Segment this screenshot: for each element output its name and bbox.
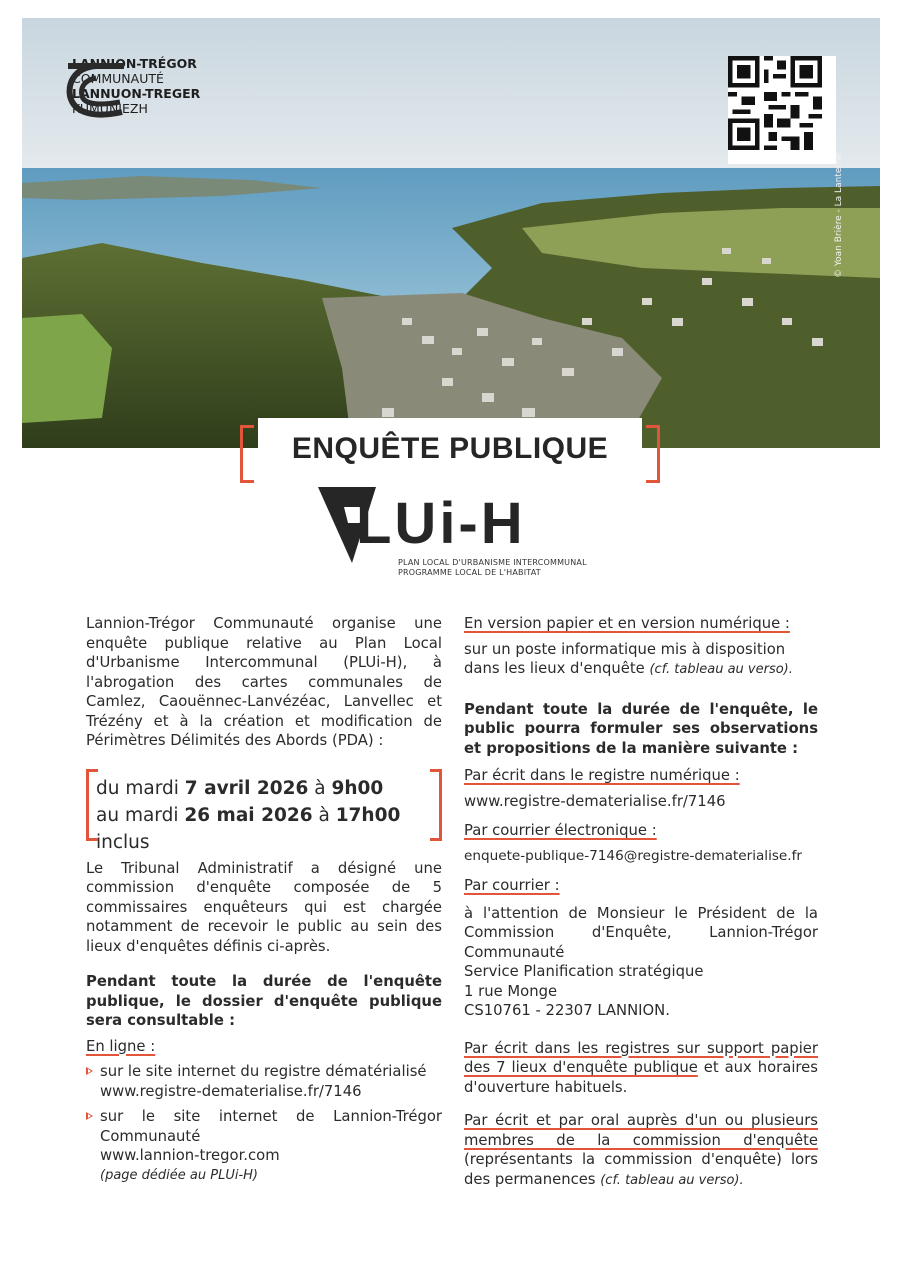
- lannion-tregor-logo-icon: [62, 56, 130, 124]
- org-name-line1: LANNION-TRÉGOR: [72, 56, 197, 71]
- date-start-time: 9h00: [331, 777, 384, 799]
- date-end-mid: à: [312, 804, 336, 826]
- date-end-suffix: inclus: [96, 831, 150, 853]
- intro-paragraph: Lannion-Trégor Communauté organise une enquête publique relative au Plan Local d'Urbanisme Intercommunal (PLUi-H), à l'abrogation des cartes communales de Camlez, Caouënnec-Lanvézéac, Lanvellec et Trézény et à la création et modification de Périmètres Délimités des Abords (PDA) :: [86, 615, 442, 749]
- lannion-site-note: (page dédiée au PLUi-H): [100, 1167, 258, 1183]
- paper-note: (cf. tableau au verso).: [649, 662, 793, 677]
- plui-wordmark: LUi-H: [356, 491, 526, 556]
- hero-photo: [22, 18, 880, 448]
- left-column: [86, 614, 442, 1185]
- plui-subtitle-line2: PROGRAMME LOCAL DE L'HABITAT: [398, 568, 541, 577]
- date-end-prefix: au mardi: [96, 804, 185, 826]
- bullet-lannion-text: sur le site internet de Lannion-Trégor Communauté: [100, 1108, 442, 1145]
- lannion-site-link[interactable]: www.lannion-tregor.com: [100, 1147, 280, 1164]
- observations-heading: Pendant toute la durée de l'enquête, le public pourra formuler ses observations et propositions de la manière suivante :: [464, 700, 818, 757]
- mail-street: 1 rue Monge: [464, 982, 558, 1000]
- date-end-time: 17h00: [335, 804, 401, 826]
- right-column: [464, 614, 818, 1190]
- photo-credit: © Yoan Brière - La Lanterne: [834, 152, 844, 278]
- tribunal-paragraph: Le Tribunal Administratif a désigné une commission d'enquête composée de 5 commissaires enquêteurs qui est chargée notamment de recevoir le public au sein des lieux d'enquêtes définis ci-après.: [86, 859, 442, 955]
- date-start-prefix: du mardi: [96, 777, 185, 799]
- registre-label: Par écrit dans le registre numérique :: [464, 767, 740, 784]
- permanences-label: Par écrit et par oral auprès d'un ou plusieurs membres de la commission d'enquête: [464, 1112, 818, 1149]
- paper-registers-paragraph: [464, 1039, 818, 1098]
- date-bracket-right: [430, 769, 442, 841]
- paper-registers-text: et aux horaires d'ouverture habituels.: [464, 1059, 818, 1096]
- arrow-bullet-icon: [86, 1112, 93, 1120]
- date-start: [96, 775, 442, 802]
- paper-registers-label: Par écrit dans les registres sur support papier des 7 lieux d'enquête publique: [464, 1039, 818, 1076]
- permanences-paragraph: [464, 1111, 818, 1190]
- qr-code[interactable]: [728, 56, 836, 164]
- mail-label: Par courrier :: [464, 877, 560, 894]
- date-end: [96, 802, 442, 856]
- page-title: ENQUÊTE PUBLIQUE: [291, 432, 609, 465]
- date-bracket-left: [86, 769, 98, 841]
- mail-service: Service Planification stratégique: [464, 963, 704, 980]
- email-label: Par courrier électronique :: [464, 822, 657, 839]
- org-name-line4: KUMUNIEZH: [72, 101, 148, 116]
- bullet-lannion-site: [86, 1107, 442, 1185]
- consult-heading: Pendant toute la durée de l'enquête publique, le dossier d'enquête publique sera consultable :: [86, 973, 442, 1029]
- paper-label: En version papier et en version numérique :: [464, 615, 790, 632]
- paper-paragraph: [464, 640, 818, 680]
- date-box: [86, 769, 442, 853]
- date-start-mid: à: [308, 777, 332, 799]
- org-name-line2: COMMUNAUTÉ: [72, 71, 164, 86]
- date-end-day: 26 mai 2026: [184, 804, 313, 826]
- plui-subtitle: [398, 558, 587, 578]
- paper-text: sur un poste informatique mis à disposition dans les lieux d'enquête: [464, 640, 786, 677]
- arrow-bullet-icon: [86, 1067, 93, 1075]
- mail-city: CS10761 - 22307 LANNION.: [464, 1002, 670, 1019]
- title-box: [258, 418, 642, 482]
- permanences-text: (représentants la commission d'enquête) lors des permanences: [464, 1151, 818, 1188]
- title-bracket-right: [646, 425, 660, 483]
- online-label: En ligne :: [86, 1037, 156, 1055]
- title-bracket-left: [240, 425, 254, 483]
- plui-subtitle-line1: PLAN LOCAL D'URBANISME INTERCOMMUNAL: [398, 558, 587, 567]
- registre-link[interactable]: www.registre-dematerialise.fr/7146: [100, 1082, 362, 1100]
- email-link[interactable]: enquete-publique-7146@registre-dematerialise.fr: [464, 847, 802, 864]
- date-start-day: 7 avril 2026: [184, 777, 309, 799]
- registre-url-link[interactable]: www.registre-dematerialise.fr/7146: [464, 792, 726, 810]
- bullet-registre: [86, 1062, 442, 1101]
- mail-address: à l'attention de Monsieur le Président de la Commission d'Enquête, Lannion-Trégor Communauté: [464, 904, 818, 961]
- org-logo: [62, 56, 200, 116]
- org-name-line3: LANNUON-TREGER: [72, 86, 201, 101]
- bullet-registre-text: sur le site internet du registre dématérialisé: [100, 1063, 427, 1080]
- permanences-note: (cf. tableau au verso).: [600, 1172, 744, 1188]
- qr-code-icon: [728, 56, 822, 150]
